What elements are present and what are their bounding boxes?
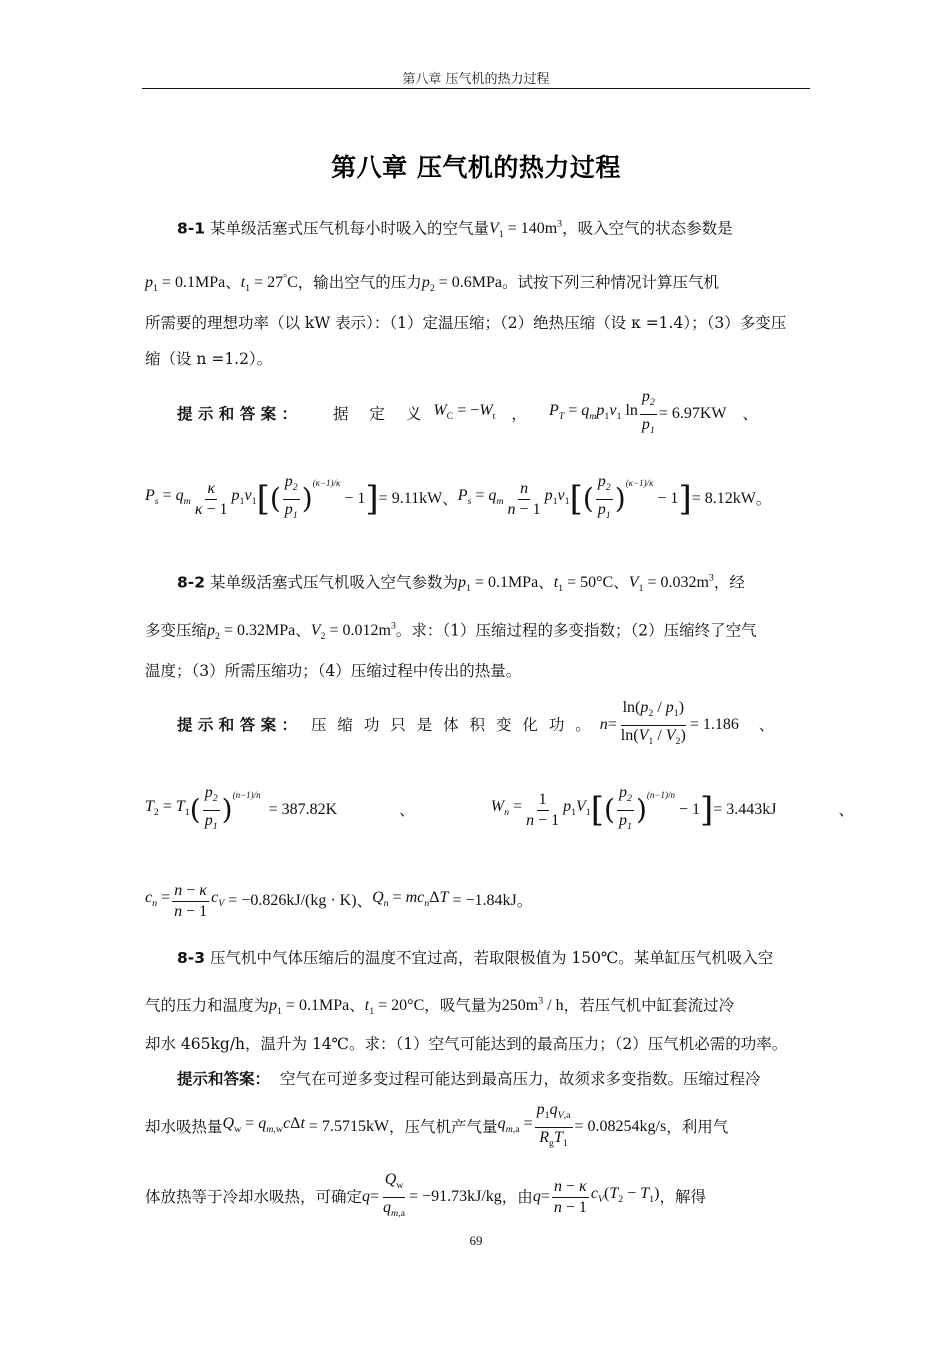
formula-p1: $p_1 = 0.1MPa$ <box>269 997 350 1018</box>
separator: 、 <box>538 573 554 592</box>
problem-8-1-line-2 <box>145 268 809 301</box>
formula-qm: $q_{m,a}$ = <box>497 1114 533 1136</box>
problem-8-3-line-1 <box>177 947 809 969</box>
formula-t1: $t_1 = 50^\circ C$ <box>553 574 614 595</box>
formula-q: q <box>362 1188 371 1205</box>
formula-intake: $250m^3$ / h <box>501 996 564 1015</box>
problem-8-2-equations: $T_2 = T_1$ ( $\frac{p_2}{p_1}$ ) $^{(n-1)/n}$ = 387.82K 、 $W_n$ = $\frac{1}{n - 1}$ $p_1V_1$ [ ( $\frac{p_2}{p_1}$ ) $^{(n-1)/n}$ − 1 ] = 3.443kJ 、 <box>145 780 809 840</box>
text: 却水吸热量 <box>145 1118 223 1136</box>
hint-label: 提 示 和 答 案 ： <box>177 405 297 423</box>
formula-V1: $V_1 = 140m^3$ <box>488 219 563 241</box>
problem-8-2-line-3: 温度；（3）所需压缩功；（4）压缩过程中传出的热量。 <box>145 662 522 680</box>
running-header: 第八章 压气机的热力过程 <box>402 72 550 87</box>
formula-p2: $p_2 = 0.6MPa$ <box>421 274 503 295</box>
formula-V1: $V_1 = 0.032m^3$ <box>628 573 714 595</box>
formula-t1: $t_1 = 20^\circ C$ <box>364 997 425 1018</box>
text: ，若压气机中缸套流过冷 <box>563 996 735 1015</box>
text: ，经 <box>713 573 745 592</box>
formula-p1: $p_1 = 0.1MPa$ <box>145 274 226 295</box>
fraction-ln: $\frac{\ln(p_2 / p_1)}{\ln(V_1 / V_2)}$ <box>620 699 686 747</box>
formula-Qn: $Q_n = mc_n\Delta T$ <box>372 888 449 910</box>
separator: 、 <box>758 716 775 734</box>
problem-8-1-equations: $P_s = q_m$ $\frac{\kappa}{\kappa - 1}$ $p_1v_1$ [ ( $\frac{p_2}{p_1}$ ) $^{(\kappa-1)/\kappa}$ − 1 ] = 9.11kW 、 $P_s = q_m$ $\frac{n}{n - 1}$ $p_1v_1$ [ ( $\frac{p_2}{p_1}$ ) $^{(\kappa-1)/\kappa}$ − 1 ] = 8.12kW 。 <box>145 470 809 528</box>
formula-n: n <box>599 716 608 733</box>
bracket-open: [ <box>256 479 270 519</box>
text: 多变压缩 <box>145 621 208 640</box>
formula-V2: $V_2 = 0.012m^3$ <box>310 621 396 643</box>
formula-t1: $t_1 = 27^\circ C$ <box>240 273 298 295</box>
fraction-pq-RT: $\frac{p_1q_{V,a}}{R_gT_1}$ <box>536 1101 571 1149</box>
result-PT: = 6.97KW <box>658 405 727 422</box>
separator: 、 <box>742 405 759 423</box>
bracket-close: ] <box>365 479 379 519</box>
fraction-p2-p1: $\frac{p_2}{p_1}$ <box>618 784 632 832</box>
fraction-p2-p1: $\frac{p_2}{p_1}$ <box>597 473 611 521</box>
text: ，吸气量为 <box>424 996 502 1015</box>
hint-label: 提示和答案： <box>177 1070 271 1088</box>
text: ，吸入空气的状态参数是 <box>562 219 733 238</box>
result-Qw: = 7.5715kW <box>308 1118 390 1135</box>
text: 空气在可逆多变过程可能达到最高压力，故须求多变指数。压缩过程冷 <box>280 1070 761 1088</box>
formula-p2: $p_2 = 0.32MPa$ <box>207 622 296 643</box>
result-Qn: = −1.84kJ <box>452 892 517 909</box>
problem-8-2-final: $c_n$ = $\frac{n - \kappa}{n - 1}$ $c_V$ = −0.826kJ/(kg · K) 、 $Q_n = mc_n\Delta T$ = −1.84kJ 。 <box>145 881 533 920</box>
fraction-n: $\frac{n}{n - 1}$ <box>507 479 541 518</box>
formula-p1: $p_1 = 0.1MPa$ <box>457 574 539 595</box>
result-T2: = 387.82K <box>268 801 338 818</box>
fraction-1-n: $\frac{1}{n - 1}$ <box>526 790 560 829</box>
text: 气的压力和温度为 <box>145 996 270 1015</box>
formula-Wn: $W_n$ = <box>490 797 523 819</box>
text: 据 定 义 <box>332 405 430 423</box>
problem-8-3-line-6: 体放热等于冷却水吸热，可确定 q = $\frac{Q_w}{q_{m,a}}$ = −91.73kJ/kg ，由 q = $\frac{n - \kappa}{n - 1}$ $c_V(T_2 - T_1)$ ，解得 <box>145 1172 809 1222</box>
period: 。 <box>516 892 533 910</box>
text: 压气机中气体压缩后的温度不宜过高，若取限极值为 150℃。某单缸压气机吸入空 <box>209 949 774 967</box>
result-Wn: = 3.443kJ <box>713 801 777 818</box>
fraction-p2-p1: $\frac{p_2}{p_1}$ <box>284 473 298 521</box>
formula-cn: $c_n$ = <box>145 888 171 910</box>
header-rule <box>142 88 810 89</box>
problem-8-1-line-1 <box>177 214 809 247</box>
problem-8-1-hint: 提 示 和 答 案 ： 据 定 义 $W_C = -W_t$ ， $P_T = q_mp_1v_1$ ln $\frac{p_2}{p_1}$ = 6.97KW 、 <box>177 392 809 436</box>
text: ，利用气 <box>666 1118 729 1136</box>
text: 某单级活塞式压气机每小时吸入的空气量 <box>209 219 489 238</box>
problem-8-2-line-1 <box>177 568 809 601</box>
problem-8-1-line-4: 缩（设 n =1.2）。 <box>145 350 273 368</box>
text: 某单级活塞式压气机吸入空气参数为 <box>209 573 458 592</box>
result-q: = −91.73kJ/kg <box>409 1188 502 1205</box>
result-qm: = 0.08254kg/s <box>574 1118 667 1135</box>
text: 、 <box>225 273 241 292</box>
formula-Ps-polytropic: $P_s = q_m$ <box>457 486 504 508</box>
text: ，输出空气的压力 <box>297 273 422 292</box>
separator: 、 <box>838 801 855 819</box>
formula-PT: $P_T = q_mp_1v_1$ ln <box>548 401 638 423</box>
text: 。求：（1）压缩过程的多变指数；（2）压缩终了空气 <box>395 621 757 640</box>
problem-8-2-hint: 提 示 和 答 案 ： 压 缩 功 只 是 体 积 变 化 功 。 n = $\frac{\ln(p_2 / p_1)}{\ln(V_1 / V_2)}$ = 1.186 、 <box>177 700 809 750</box>
problem-number: 8-1 <box>177 219 206 238</box>
formula-q-polytropic: q <box>532 1188 541 1205</box>
fraction-n-kappa: $\frac{n - \kappa}{n - 1}$ <box>174 881 208 920</box>
separator: 、 <box>399 801 415 819</box>
period: 。 <box>755 490 772 508</box>
fraction-p2-p1: $\frac{p_2}{p_1}$ <box>204 784 218 832</box>
problem-8-3-line-2: 气的压力和温度为$p_1 = 0.1MPa$、$t_1 = 20^\circ C$，吸气量为$250m^3$ / h，若压气机中缸套流过冷 <box>145 996 735 1018</box>
page-number: 69 <box>469 1233 483 1248</box>
text: ，解得 <box>659 1188 706 1206</box>
formula-Qw: $Q_w = q_{m,w}c\Delta t$ <box>222 1114 305 1136</box>
problem-8-3-line-3: 却水 465kg/h，温升为 14℃。求：（1）空气可能达到的最高压力；（2）压气机必需的功率。 <box>145 1035 788 1053</box>
text: 体放热等于冷却水吸热，可确定 <box>145 1188 363 1206</box>
text: 压 缩 功 只 是 体 积 变 化 功 。 <box>310 716 594 734</box>
fraction-n-kappa: $\frac{n - \kappa}{n - 1}$ <box>553 1177 587 1216</box>
separator: 、 <box>295 621 311 640</box>
formula-Ps-adiabatic: $P_s = q_m$ <box>145 486 191 508</box>
problem-number: 8-2 <box>177 573 206 592</box>
result-Ps-polytropic: = 8.12kW <box>691 490 756 507</box>
fraction-kappa: $\frac{\kappa}{\kappa - 1}$ <box>194 479 228 518</box>
result-cn: = −0.826kJ/(kg · K) <box>228 892 357 909</box>
problem-8-3-hint <box>177 1068 809 1090</box>
formula-WC: $W_C = -W_t$ <box>433 401 496 423</box>
chapter-title: 第八章 压气机的热力过程 <box>331 153 621 182</box>
result-Ps-adiabatic: = 9.11kW <box>378 490 443 507</box>
result-n: = 1.186 <box>689 716 739 733</box>
problem-number: 8-3 <box>177 949 206 967</box>
problem-8-3-line-5 <box>145 1102 809 1152</box>
problem-8-2-line-2 <box>145 616 809 649</box>
separator: 、 <box>356 892 373 910</box>
text: ，由 <box>501 1188 533 1206</box>
formula-T2: $T_2 = T_1$ <box>145 797 190 819</box>
separator: 、 <box>442 490 458 508</box>
fraction-Qw-qm: $\frac{Q_w}{q_{m,a}}$ <box>383 1171 406 1219</box>
text: 。试按下列三种情况计算压气机 <box>502 273 720 292</box>
text: ，压气机产气量 <box>389 1118 498 1136</box>
fraction-p2-p1: $\frac{p_2}{p_1}$ <box>641 388 655 436</box>
problem-8-1-line-3: 所需要的理想功率（以 kW 表示）：（1）定温压缩；（2）绝热压缩（设 κ =1.4）；（3）多变压 <box>145 314 787 332</box>
separator: 、 <box>613 573 629 592</box>
hint-label: 提 示 和 答 案 ： <box>177 716 297 734</box>
